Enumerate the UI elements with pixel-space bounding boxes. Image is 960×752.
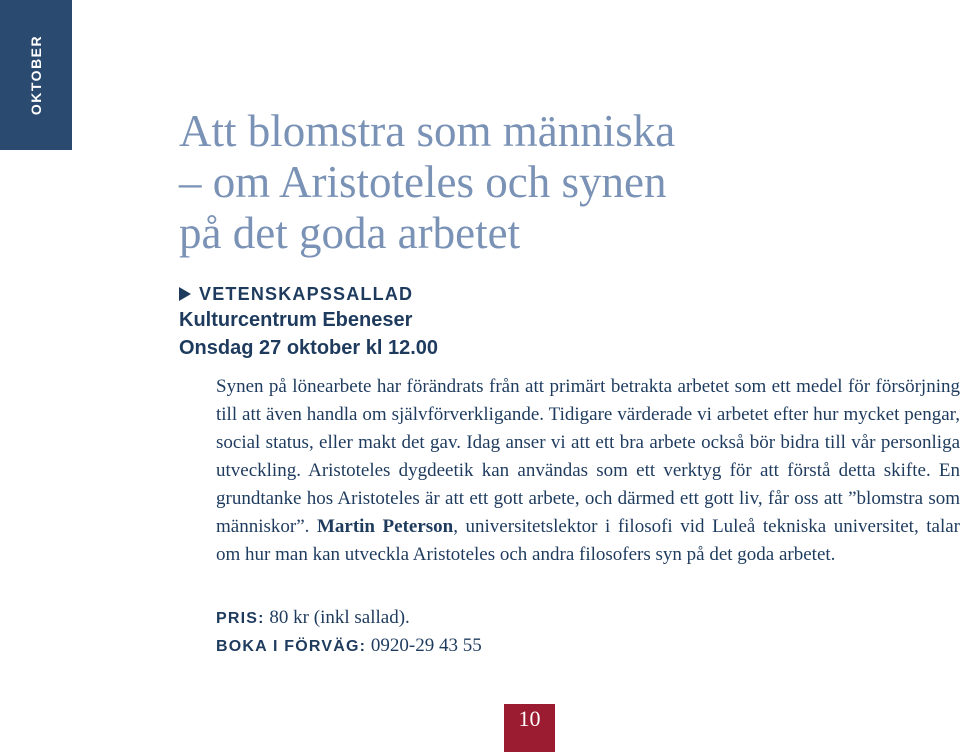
booking-phone: 0920-29 43 55 bbox=[366, 635, 482, 656]
triangle-right-icon bbox=[179, 287, 191, 301]
event-datetime: Onsdag 27 oktober kl 12.00 bbox=[179, 337, 438, 359]
price-line bbox=[216, 604, 960, 633]
event-category-label: VETENSKAPSSALLAD bbox=[199, 284, 414, 304]
event-meta bbox=[179, 282, 438, 362]
event-description bbox=[216, 373, 960, 569]
speaker-name: Martin Peterson bbox=[316, 516, 454, 537]
event-venue: Kulturcentrum Ebeneser bbox=[179, 309, 413, 331]
page-number: 10 bbox=[504, 704, 555, 752]
description-intro: Synen på lönearbete har förändrats från att primärt betrakta arbetet som ett medel för försörjning till att även handla om självförverkligande. Tidigare värderade vi arbetet efter hur mycket pengar, social status, eller makt det gav. Idag anser vi att ett bra arbete också bör bidra till vår personliga utveckling. Aristoteles dygdeetik kan användas som ett verktyg för att förstå detta skifte. En grundtanke hos Aristoteles är att ett gott arbete, och därmed ett gott liv, får oss att ”blomstra som människor”. bbox=[216, 376, 960, 537]
month-label: OKTOBER bbox=[28, 34, 44, 116]
month-tab bbox=[0, 0, 72, 150]
title-line-1: Att blomstra som människa bbox=[179, 106, 676, 156]
price-value: 80 kr (inkl sallad). bbox=[264, 607, 410, 628]
speaker-details: , universitetslektor i filosofi vid Luleå tekniska universitet, talar om hur man kan utveckla Aristoteles och andra filosofers syn på det goda arbetet. bbox=[216, 516, 960, 565]
title-line-2: – om Aristoteles och synen bbox=[179, 157, 667, 207]
booking-label: BOKA I FÖRVÄG: bbox=[216, 638, 367, 655]
event-category bbox=[179, 282, 438, 306]
title-line-3: på det goda arbetet bbox=[179, 208, 521, 258]
page-title bbox=[179, 106, 675, 259]
booking-line bbox=[216, 632, 960, 661]
price-label: PRIS: bbox=[216, 610, 265, 627]
